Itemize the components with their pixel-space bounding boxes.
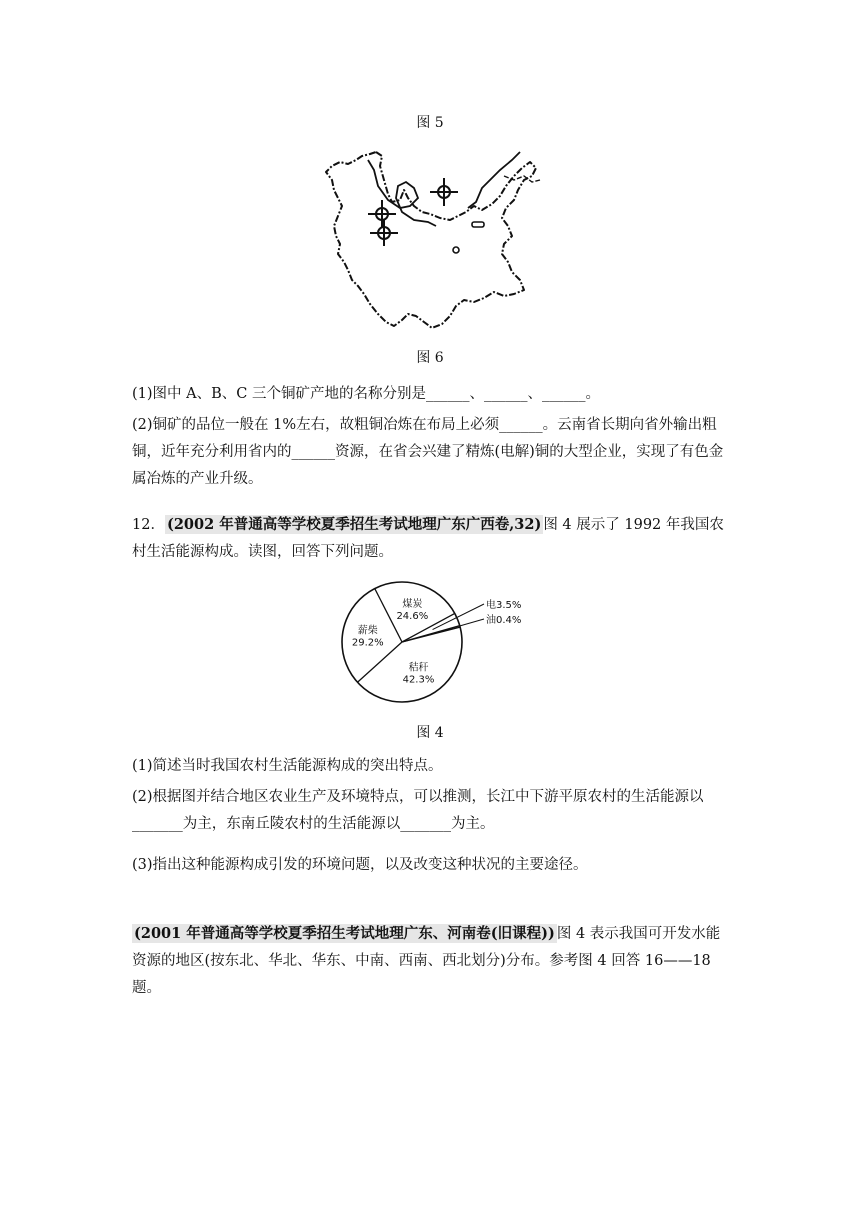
question-11-part-1: (1)图中 A、B、C 三个铜矿产地的名称分别是______、______、______。 — [132, 386, 600, 402]
mine-symbol-a — [430, 178, 458, 206]
yunnan-map — [318, 146, 542, 340]
question-12-part-2: (2)根据图并结合地区农业生产及环境特点，可以推测，长江中下游平原农村的生活能源以_______为主，东南丘陵农村的生活能源以_______为主。 — [132, 789, 704, 832]
question-12-intro — [132, 511, 732, 566]
question-13-text: 图 4 表示我国可开发水能资源的地区(按东北、华北、华东、中南、西南、西北划分)分布。参考图 4 回答 16——18 题。 — [132, 926, 721, 996]
pie-label-秸秆: 秸秆 — [408, 662, 429, 674]
provincial-capital-symbol — [453, 247, 459, 253]
source-citation-2: (2001 年普通高等学校夏季招生考试地理广东、河南卷(旧课程)) — [134, 925, 555, 942]
figure-5-caption: 图 5 — [416, 115, 444, 131]
question-12-part-3: (3)指出这种能源构成引发的环境问题，以及改变这种状况的主要途径。 — [132, 857, 588, 873]
pie-value-煤炭: 24.6% — [396, 610, 429, 622]
figure-4-caption: 图 4 — [416, 725, 444, 741]
energy-pie-chart — [330, 580, 530, 712]
pie-label-薪柴: 薪柴 — [357, 625, 378, 637]
figure-6-caption: 图 6 — [416, 350, 444, 366]
lake-symbol — [472, 222, 484, 227]
pie-label-电: 电3.5% — [486, 600, 522, 611]
mine-symbol-c — [370, 219, 398, 246]
question-number: 12． — [132, 517, 165, 533]
question-11-part-2: (2)铜矿的品位一般在 1%左右，故粗铜冶炼在布局上必须______。云南省长期向省外输出粗铜，近年充分利用省内的______资源，在省会兴建了精炼(电解)铜的大型企业，实现了有色金属冶炼的产业升级。 — [132, 417, 724, 487]
pie-label-油: 油0.4% — [486, 615, 522, 626]
pie-value-秸秆: 42.3% — [402, 674, 435, 686]
pie-value-薪柴: 29.2% — [351, 637, 384, 649]
question-12-part-1: (1)简述当时我国农村生活能源构成的突出特点。 — [132, 758, 443, 774]
question-intro-text: 图 4 展示了 1992 年我国农村生活能源构成。读图，回答下列问题。 — [132, 517, 724, 560]
pie-label-煤炭: 煤炭 — [402, 598, 423, 610]
question-13-intro — [132, 920, 732, 1002]
source-citation: (2002 年普通高等学校夏季招生考试地理广东广西卷,32) — [166, 516, 542, 533]
mine-symbol-b — [368, 200, 396, 228]
